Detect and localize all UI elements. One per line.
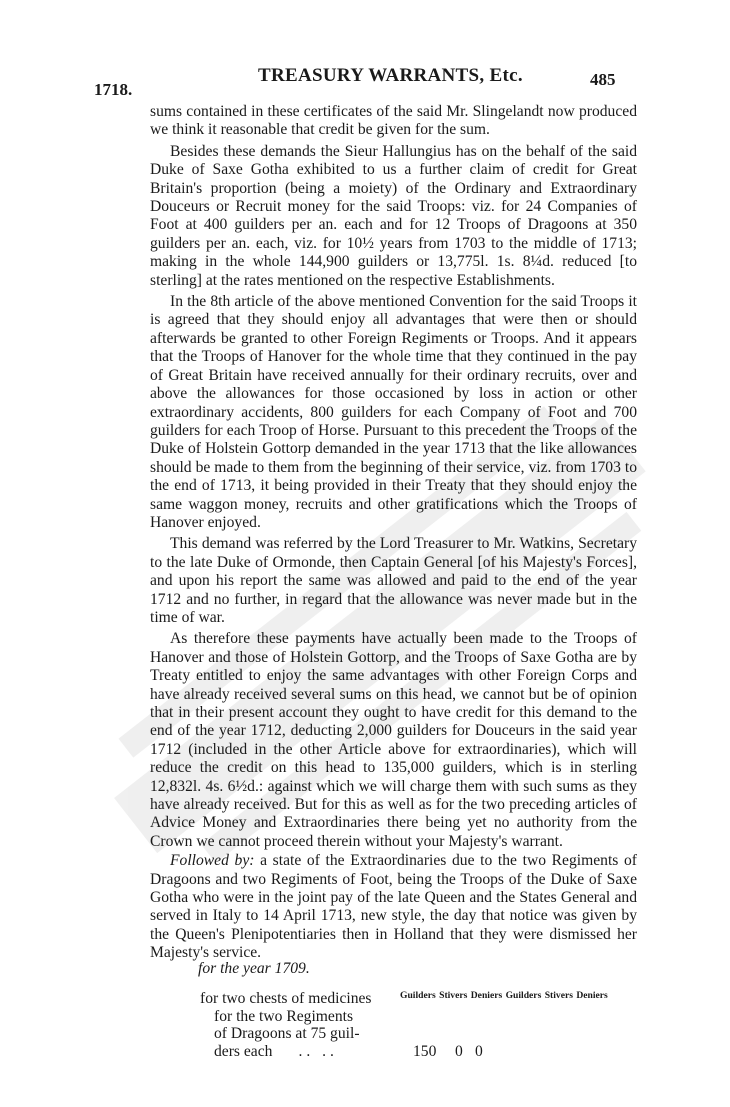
running-header: TREASURY WARRANTS, Etc.: [258, 65, 523, 86]
paragraph: Besides these demands the Sieur Hallungius has on the behalf of the said Duke of Saxe Gotha exhibited to us a further claim of credit for Great Britain's proportion (being a moiety) of the Ordinary and Extraordinary Douceurs or Recruit money for the said Troops: viz. for 24 Companies of Foot at 400 guilders per an. each and for 12 Troops of Dragoons at 350 guilders per an. each, viz. for 10½ years from 1703 to the middle of 1713; making in the whole 144,900 guilders or 13,775l. 1s. 8¼d. reduced [to sterling] at the rates mentioned on the respective Establishments.: [150, 142, 637, 289]
paragraph: As therefore these payments have actually been made to the Troops of Hanover and those of Holstein Gottorp, and the Troops of Saxe Gotha are by Treaty entitled to enjoy the same advantages with other Foreign Corps and have already received several sums on this head, we cannot but be of opinion that in their present account they ought to have credit for this demand to the end of the year 1712, deducting 2,000 guilders for Douceurs in the said year 1712 (included in the other Article above for extraordinaries), which will reduce the credit on this head to 135,000 guilders, which is in sterling 12,832l. 4s. 6½d.: against which we will charge them with such sums as they have already received. But for this as well as for the two preceding articles of Advice Money and Extraordinaries there being yet no authority from the Crown we cannot proceed therein without your Majesty's warrant.: [150, 630, 637, 850]
item-line: of Dragoons at 75 guil-: [214, 1025, 360, 1042]
page-year: 1718.: [94, 80, 133, 99]
item-line: for two chests of medicines: [200, 990, 372, 1007]
item-line: ders each: [214, 1042, 273, 1060]
body-text: [150, 103, 637, 963]
item-amount: [413, 1043, 483, 1061]
followed-by-paragraph: [150, 852, 637, 962]
page-number: 485: [590, 70, 616, 89]
year-subheading: for the year 1709.: [198, 960, 310, 977]
followed-by-text: a state of the Extraordinaries due to the two Regiments of Dragoons and two Regiments of Foot, being the Troops of the Duke of Saxe Gotha who were in the joint pay of the late Queen and the States General and served in Italy to 14 April 1713, new style, the day that notice was given by the Queen's Plenipotentiaries then in Holland that they were dismissed her Majesty's service.: [150, 852, 637, 962]
account-item: [200, 990, 390, 1060]
leader-dots: .. ..: [298, 1042, 338, 1060]
paragraph: In the 8th article of the above mentioned Convention for the said Troops it is agreed that they should enjoy all advantages that were then or should afterwards be granted to other Foreign Regiments or Troops. And it appears that the Troops of Hanover for the whole time that they continued in the pay of Great Britain have received annually for their ordinary recruits, over and above the allowances for those occasioned by loss in action or other extraordinary accidents, 800 guilders for each Company of Foot and 700 guilders for each Troop of Horse. Pursuant to this precedent the Troops of the Duke of Holstein Gottorp demanded in the year 1713 that the like allowances should be made to them from the beginning of their service, viz. from 1703 to the end of 1713, it being provided in their Treaty that they should enjoy the same waggon money, recruits and other gratifications which the Troops of Hanover enjoyed.: [150, 293, 637, 531]
amount-guilders: 150: [413, 1043, 437, 1060]
amount-stivers: 0: [455, 1043, 463, 1060]
paragraph: sums contained in these certificates of the said Mr. Slingelandt now produced we think it reasonable that credit be given for the sum.: [150, 103, 637, 139]
paragraph: This demand was referred by the Lord Treasurer to Mr. Watkins, Secretary to the late Duke of Ormonde, then Captain General [of his Majesty's Forces], and upon his report the same was allowed and paid to the end of the year 1712 and no further, in regard that the allowance was never made but in the time of war.: [150, 535, 637, 626]
amount-deniers: 0: [475, 1043, 483, 1060]
column-headers: Guilders Stivers Deniers Guilders Stivers Deniers: [400, 990, 608, 1001]
followed-by-label: Followed by:: [170, 852, 255, 870]
item-line: for the two Regiments: [214, 1007, 354, 1025]
